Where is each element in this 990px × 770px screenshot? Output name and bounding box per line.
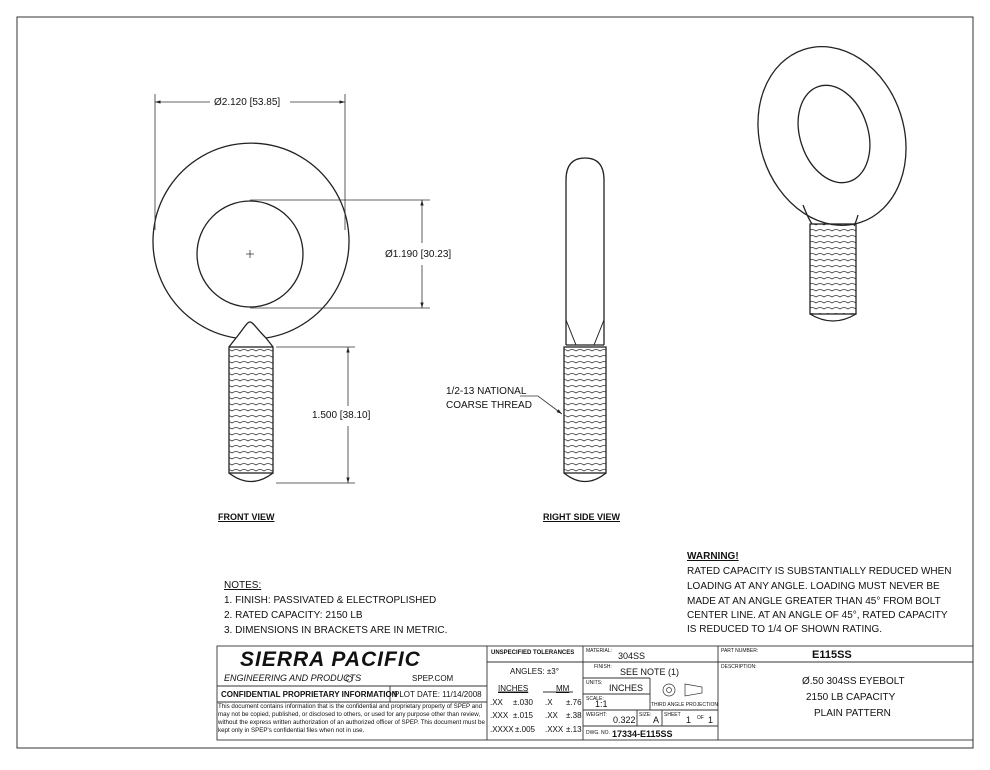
- warning-title: WARNING!: [687, 551, 739, 562]
- warning-line: IS REDUCED TO 1/4 OF SHOWN RATING.: [687, 624, 883, 635]
- projection-symbol-icon: [663, 684, 702, 696]
- front-view-label: FRONT VIEW: [218, 512, 275, 522]
- tol-mm-val: ±.13: [566, 725, 582, 734]
- weight-label: WEIGHT:: [586, 712, 607, 718]
- description-label: DESCRIPTION:: [721, 664, 757, 670]
- description-line: 2150 LB CAPACITY: [806, 692, 896, 703]
- thread-callout-line2: COARSE THREAD: [446, 400, 532, 411]
- units-value: INCHES: [609, 683, 644, 693]
- finish-value: SEE NOTE (1): [620, 667, 680, 677]
- dim-inner-diameter: Ø1.190 [30.23]: [385, 249, 452, 260]
- units-label: UNITS:: [586, 680, 603, 686]
- part-number: E115SS: [812, 649, 852, 661]
- company-website: SPEP.COM: [412, 674, 454, 683]
- part-number-label: PART NUMBER:: [721, 648, 759, 654]
- front-view: [153, 143, 349, 481]
- note-item: 2. RATED CAPACITY: 2150 LB: [224, 610, 363, 621]
- tol-mm-label: .XXX: [545, 725, 564, 734]
- weight-value: 0.322: [613, 715, 636, 725]
- tol-mm-val: ±.38: [566, 711, 582, 720]
- note-item: 1. FINISH: PASSIVATED & ELECTROPLISHED: [224, 595, 437, 606]
- sheet-value: 1: [686, 715, 692, 725]
- material-label: MATERIAL:: [586, 648, 613, 654]
- description-line: PLAIN PATTERN: [814, 708, 891, 719]
- material-value: 304SS: [618, 651, 646, 661]
- tol-mm-header: MM: [556, 684, 570, 693]
- right-side-view: [564, 158, 606, 482]
- confidential-title: CONFIDENTIAL PROPRIETARY INFORMATION: [221, 690, 398, 699]
- company-sub: ENGINEERING AND PRODUCTS: [224, 673, 362, 683]
- projection-label: THIRD ANGLE PROJECTION: [651, 702, 718, 708]
- tol-inches-header: INCHES: [498, 684, 529, 693]
- sheet-border: [17, 17, 973, 748]
- tol-in-val: ±.030: [513, 698, 533, 707]
- scale-value: 1:1: [595, 699, 608, 709]
- tol-in-label: .XX: [490, 698, 503, 707]
- dim-thread-length: 1.500 [38.10]: [312, 410, 371, 421]
- eye-neck: [236, 322, 266, 338]
- tol-in-val: ±.005: [515, 725, 535, 734]
- tol-mm-label: .X: [545, 698, 553, 707]
- warning-line: RATED CAPACITY IS SUBSTANTIALLY REDUCED WHEN: [687, 566, 952, 577]
- tol-in-label: .XXXX: [490, 725, 514, 734]
- company-name: SIERRA PACIFIC: [240, 648, 421, 671]
- tolerances-title: UNSPECIFIED TOLERANCES: [491, 650, 575, 656]
- tol-in-label: .XXX: [490, 711, 509, 720]
- plot-date: PLOT DATE: 11/14/2008: [394, 690, 482, 699]
- thread-front: [229, 347, 273, 473]
- iso-view: [735, 27, 928, 321]
- dim-outer-diameter: Ø2.120 [53.85]: [214, 97, 281, 108]
- sheet-label: SHEET: [664, 712, 681, 718]
- size-value: A: [653, 715, 660, 725]
- dwg-number: 17334-E115SS: [612, 729, 673, 739]
- of-value: 1: [708, 715, 714, 725]
- of-label: OF: [697, 715, 704, 721]
- dwg-label: DWG. NO.: [586, 730, 610, 736]
- confidential-text: This document contains information that is the confidential and proprietary property of SPEP and may not be copied, published, or disclosed to others, or used for any purpose other than review, without the express written authorization of an authorized officer of SPEP. This document must be kept only in SPEP's confidential files when not in use.: [218, 703, 485, 734]
- warning-line: MADE AT AN ANGLE GREATER THAN 45° FROM BOLT: [687, 596, 941, 607]
- description-line: Ø.50 304SS EYEBOLT: [802, 676, 905, 687]
- finish-label: FINISH:: [594, 664, 612, 670]
- thread-callout-line1: 1/2-13 NATIONAL: [446, 386, 527, 397]
- tol-mm-val: ±.76: [566, 698, 582, 707]
- warning-line: LOADING AT ANY ANGLE. LOADING MUST NEVER BE: [687, 581, 940, 592]
- right-side-view-label: RIGHT SIDE VIEW: [543, 512, 621, 522]
- tolerance-angles: ANGLES: ±3°: [510, 667, 559, 676]
- size-label: SIZE:: [639, 712, 652, 718]
- thread-iso: [810, 224, 856, 314]
- warning-line: CENTER LINE. AT AN ANGLE OF 45°, RATED CAPACITY: [687, 610, 948, 621]
- eye-outer: [153, 143, 349, 338]
- thread-side: [564, 347, 606, 473]
- note-item: 3. DIMENSIONS IN BRACKETS ARE IN METRIC.: [224, 625, 448, 636]
- tol-in-val: ±.015: [513, 711, 533, 720]
- scale-label: SCALE:: [586, 696, 604, 702]
- notes-title: NOTES:: [224, 580, 262, 591]
- tol-mm-label: .XX: [545, 711, 558, 720]
